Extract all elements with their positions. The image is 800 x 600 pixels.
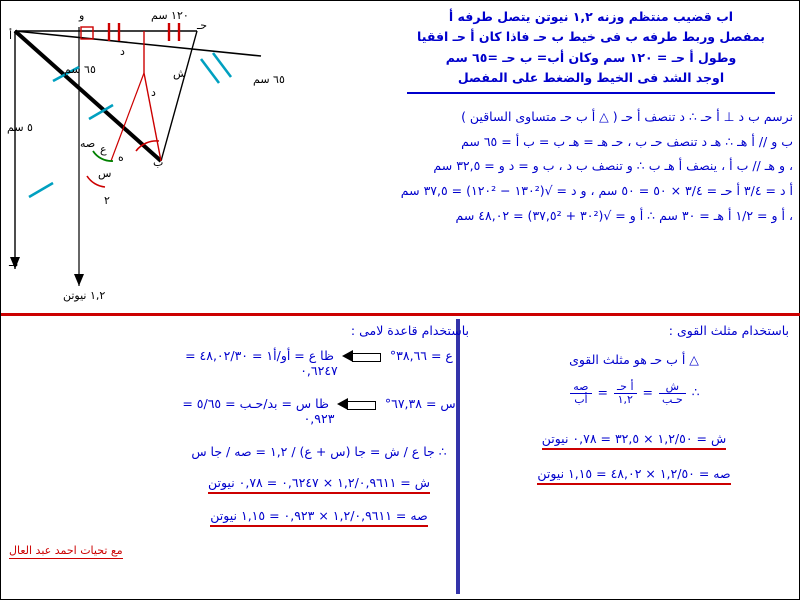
reaction-result: صه = ١,٢/٥٠ × ٤٨,٠٢ = ١,١٥ نيوتن bbox=[479, 466, 789, 485]
triangle-of-forces-section bbox=[479, 323, 789, 491]
figure-label-10: ع bbox=[100, 143, 107, 156]
figure-label-13: س bbox=[98, 167, 112, 180]
statement-line-1: اب قضيب منتظم وزنه ١,٢ نيوتن يتصل طرفه أ bbox=[448, 9, 734, 24]
lami-angle-2-result: س = ٦٧,٣٨° bbox=[384, 396, 456, 411]
statement-line-2: بمفصل وربط طرفه ب فى خيط ب حـ فاذا كان أ حـ افقيا bbox=[417, 29, 765, 45]
figure-label-7: ٦٥ سم bbox=[253, 73, 285, 86]
lami-eq-5: صه = ١,٢/٠,٩٦١١ × ٠,٩٢٣ = ١,١٥ نيوتن bbox=[169, 508, 469, 527]
lami-rule-section bbox=[169, 323, 469, 539]
page-root bbox=[1, 1, 799, 599]
figure-label-17: ١,٢ نيوتن bbox=[63, 289, 106, 302]
derivation-line-4: أ د = ٣/٤ أ حـ = ٣/٤ × ٥٠ = ٥٠ سم ، و د = √(١٣٠² − ١٢٠²) = ٣٧,٥ سم bbox=[400, 182, 793, 198]
lami-eq-1-row bbox=[169, 348, 469, 378]
tension-result: ش = ١,٢/٥٠ × ٣٢,٥ = ٠,٧٨ نيوتن bbox=[479, 431, 789, 450]
figure-label-8: د bbox=[151, 86, 156, 99]
author-signature: مع تحيات احمد عبد العال bbox=[9, 544, 123, 557]
lami-rule-header: باستخدام قاعدة لامى : bbox=[350, 323, 469, 338]
figure-label-14: ٢ bbox=[104, 194, 110, 207]
triangle-of-forces-line2: △ أ ب حـ هو مثلث القوى bbox=[569, 352, 699, 367]
triangle-of-forces-header: باستخدام مثلث القوى : bbox=[668, 323, 789, 338]
ratio-1: $\frac{\text{ش}}{\text{حـب}}$ bbox=[659, 381, 686, 405]
derivation-line-2: ب و // أ هـ ∴ هـ د تنصف حـ ب ، حـ هـ = هـ ب = ب أ = ٦٥ سم bbox=[461, 133, 793, 149]
lami-ratio-row: ∴ $\frac{\text{ش}}{\text{حـب}}$ = $\frac{\text{أ حـ}}{١,٢}$ = $\frac{\text{صه}}{\text{أب}}$ bbox=[479, 381, 789, 405]
derivation-line-1: نرسم ب د ⊥ أ حـ ∴ د تنصف أ حـ ( △ أ ب حـ متساوى الساقين ) bbox=[461, 109, 793, 124]
figure-label-9: صه bbox=[80, 137, 96, 150]
figure-label-3: أ bbox=[9, 29, 13, 42]
statement-line-4: اوجد الشد فى الخيط والضغط على المفصل bbox=[457, 70, 725, 86]
figure-label-16: ٥ سم bbox=[7, 121, 33, 134]
statement-line-3: وطول أ حـ = ١٢٠ سم وكان أب= ب حـ =٦٥ سم bbox=[445, 49, 737, 65]
left-arrow-icon bbox=[342, 350, 382, 363]
figure-label-12: ب bbox=[153, 156, 164, 169]
figure-label-1: ١٢٠ سم bbox=[151, 9, 189, 22]
figure-label-6: ش bbox=[173, 67, 187, 80]
figure-label-0: و bbox=[79, 9, 85, 22]
figure-label-4: د bbox=[120, 45, 125, 58]
derivation-line-5: ، أ و = ١/٢ أ هـ = ٣٠ سم ∴ أ و = √(٣٠² + ٣٧,٥²) = ٤٨,٠٢ سم bbox=[455, 207, 793, 223]
lami-eq-1: ظا ع = أو/أ١ = ٤٨,٠٢/٣٠ = ٠,٦٢٤٧ bbox=[185, 348, 338, 378]
lami-eq-2: ظا س = بد/حـب = ٥/٦٥ = ٠,٩٢٣ bbox=[182, 396, 335, 426]
derivation-block bbox=[323, 109, 793, 232]
statement-underline bbox=[407, 92, 775, 94]
figure-label-15: هـ bbox=[9, 256, 19, 269]
therefore-symbol: ∴ bbox=[691, 384, 700, 400]
left-arrow-icon-2 bbox=[337, 398, 377, 411]
ratio-2: $\frac{\text{أ حـ}}{١,٢}$ bbox=[614, 381, 637, 405]
horizontal-divider bbox=[1, 313, 800, 316]
figure-label-11: ه bbox=[118, 151, 124, 164]
lami-eq-2-row bbox=[169, 396, 469, 426]
problem-statement bbox=[391, 7, 791, 94]
figure-label-5: ٦٥ سم bbox=[64, 63, 96, 76]
ratio-3: $\frac{\text{صه}}{\text{أب}}$ bbox=[570, 381, 591, 405]
derivation-line-3: ، و هـ // ب أ ، ينصف أ هـ ب ∴ و تنصف ب د ، ب و = د و = ٣٢,٥ سم bbox=[433, 158, 793, 174]
lami-eq-4: ش = ١,٢/٠,٩٦١١ × ٠,٦٢٤٧ = ٠,٧٨ نيوتن bbox=[169, 475, 469, 494]
lami-angle-1-result: ع = ٣٨,٦٦° bbox=[389, 348, 453, 363]
lami-eq-3: ∴ جا ع / ش = جا (س + ع) / ١,٢ = صه / جا س bbox=[191, 444, 447, 459]
figure-label-2: حـ bbox=[197, 19, 208, 32]
